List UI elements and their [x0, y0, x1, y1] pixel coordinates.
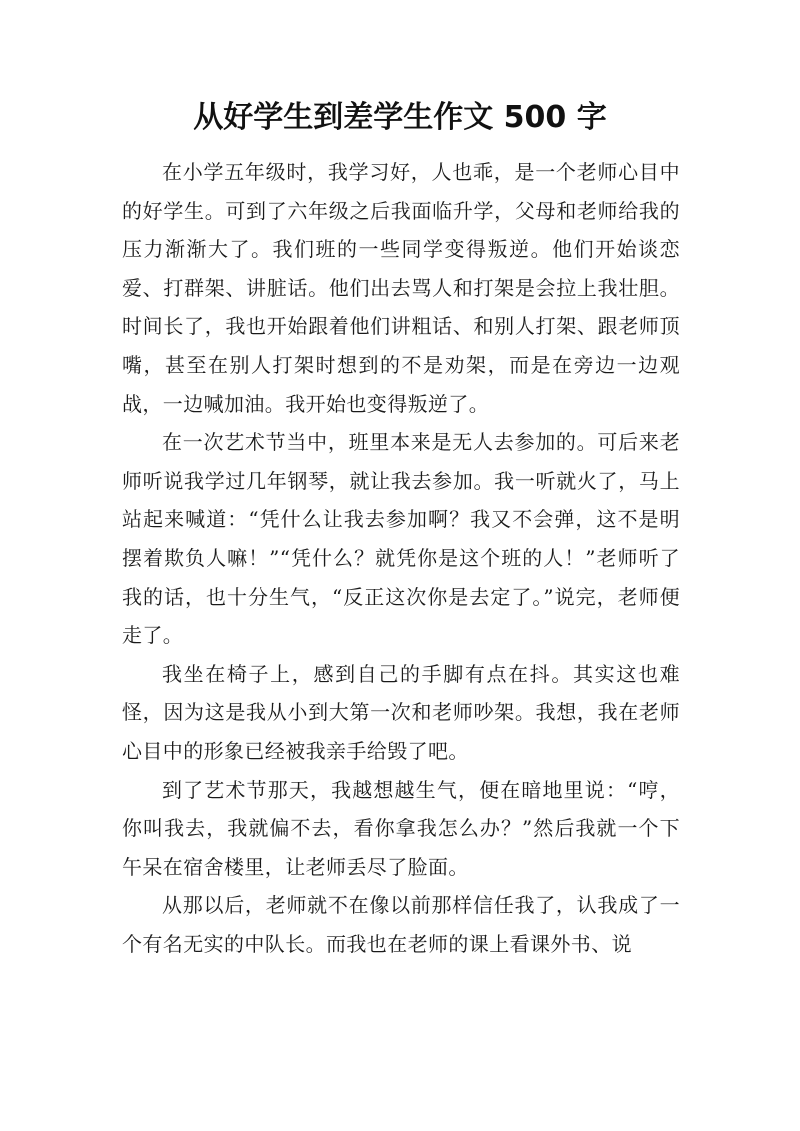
- paragraph-2: 在一次艺术节当中，班里本来是无人去参加的。可后来老师听说我学过几年钢琴，就让我去参加。我一听就火了，马上站起来喊道：“凭什么让我去参加啊？我又不会弹，这不是明摆着欺负人嘛！”“凭什么？就凭你是这个班的人！”老师听了我的话，也十分生气，“反正这次你是去定了。”说完，老师便走了。: [122, 430, 680, 648]
- paragraph-5: 从那以后，老师就不在像以前那样信任我了，认我成了一个有名无实的中队长。而我也在老师的课上看课外书、说: [122, 893, 680, 956]
- paragraph-4: 到了艺术节那天，我越想越生气，便在暗地里说：“哼，你叫我去，我就偏不去，看你拿我怎么办？”然后我就一个下午呆在宿舍楼里，让老师丢尽了脸面。: [122, 777, 680, 879]
- document-body: [122, 153, 680, 963]
- paragraph-1: 在小学五年级时，我学习好，人也乖，是一个老师心目中的好学生。可到了六年级之后我面临升学，父母和老师给我的压力渐渐大了。我们班的一些同学变得叛逆。他们开始谈恋爱、打群架、讲脏话。他们出去骂人和打架是会拉上我壮胆。时间长了，我也开始跟着他们讲粗话、和别人打架、跟老师顶嘴，甚至在别人打架时想到的不是劝架，而是在旁边一边观战，一边喊加油。我开始也变得叛逆了。: [122, 160, 680, 416]
- paragraph-3: 我坐在椅子上，感到自己的手脚有点在抖。其实这也难怪，因为这是我从小到大第一次和老师吵架。我想，我在老师心目中的形象已经被我亲手给毁了吧。: [122, 661, 680, 763]
- document-title: 从好学生到差学生作文 500 字: [193, 100, 607, 135]
